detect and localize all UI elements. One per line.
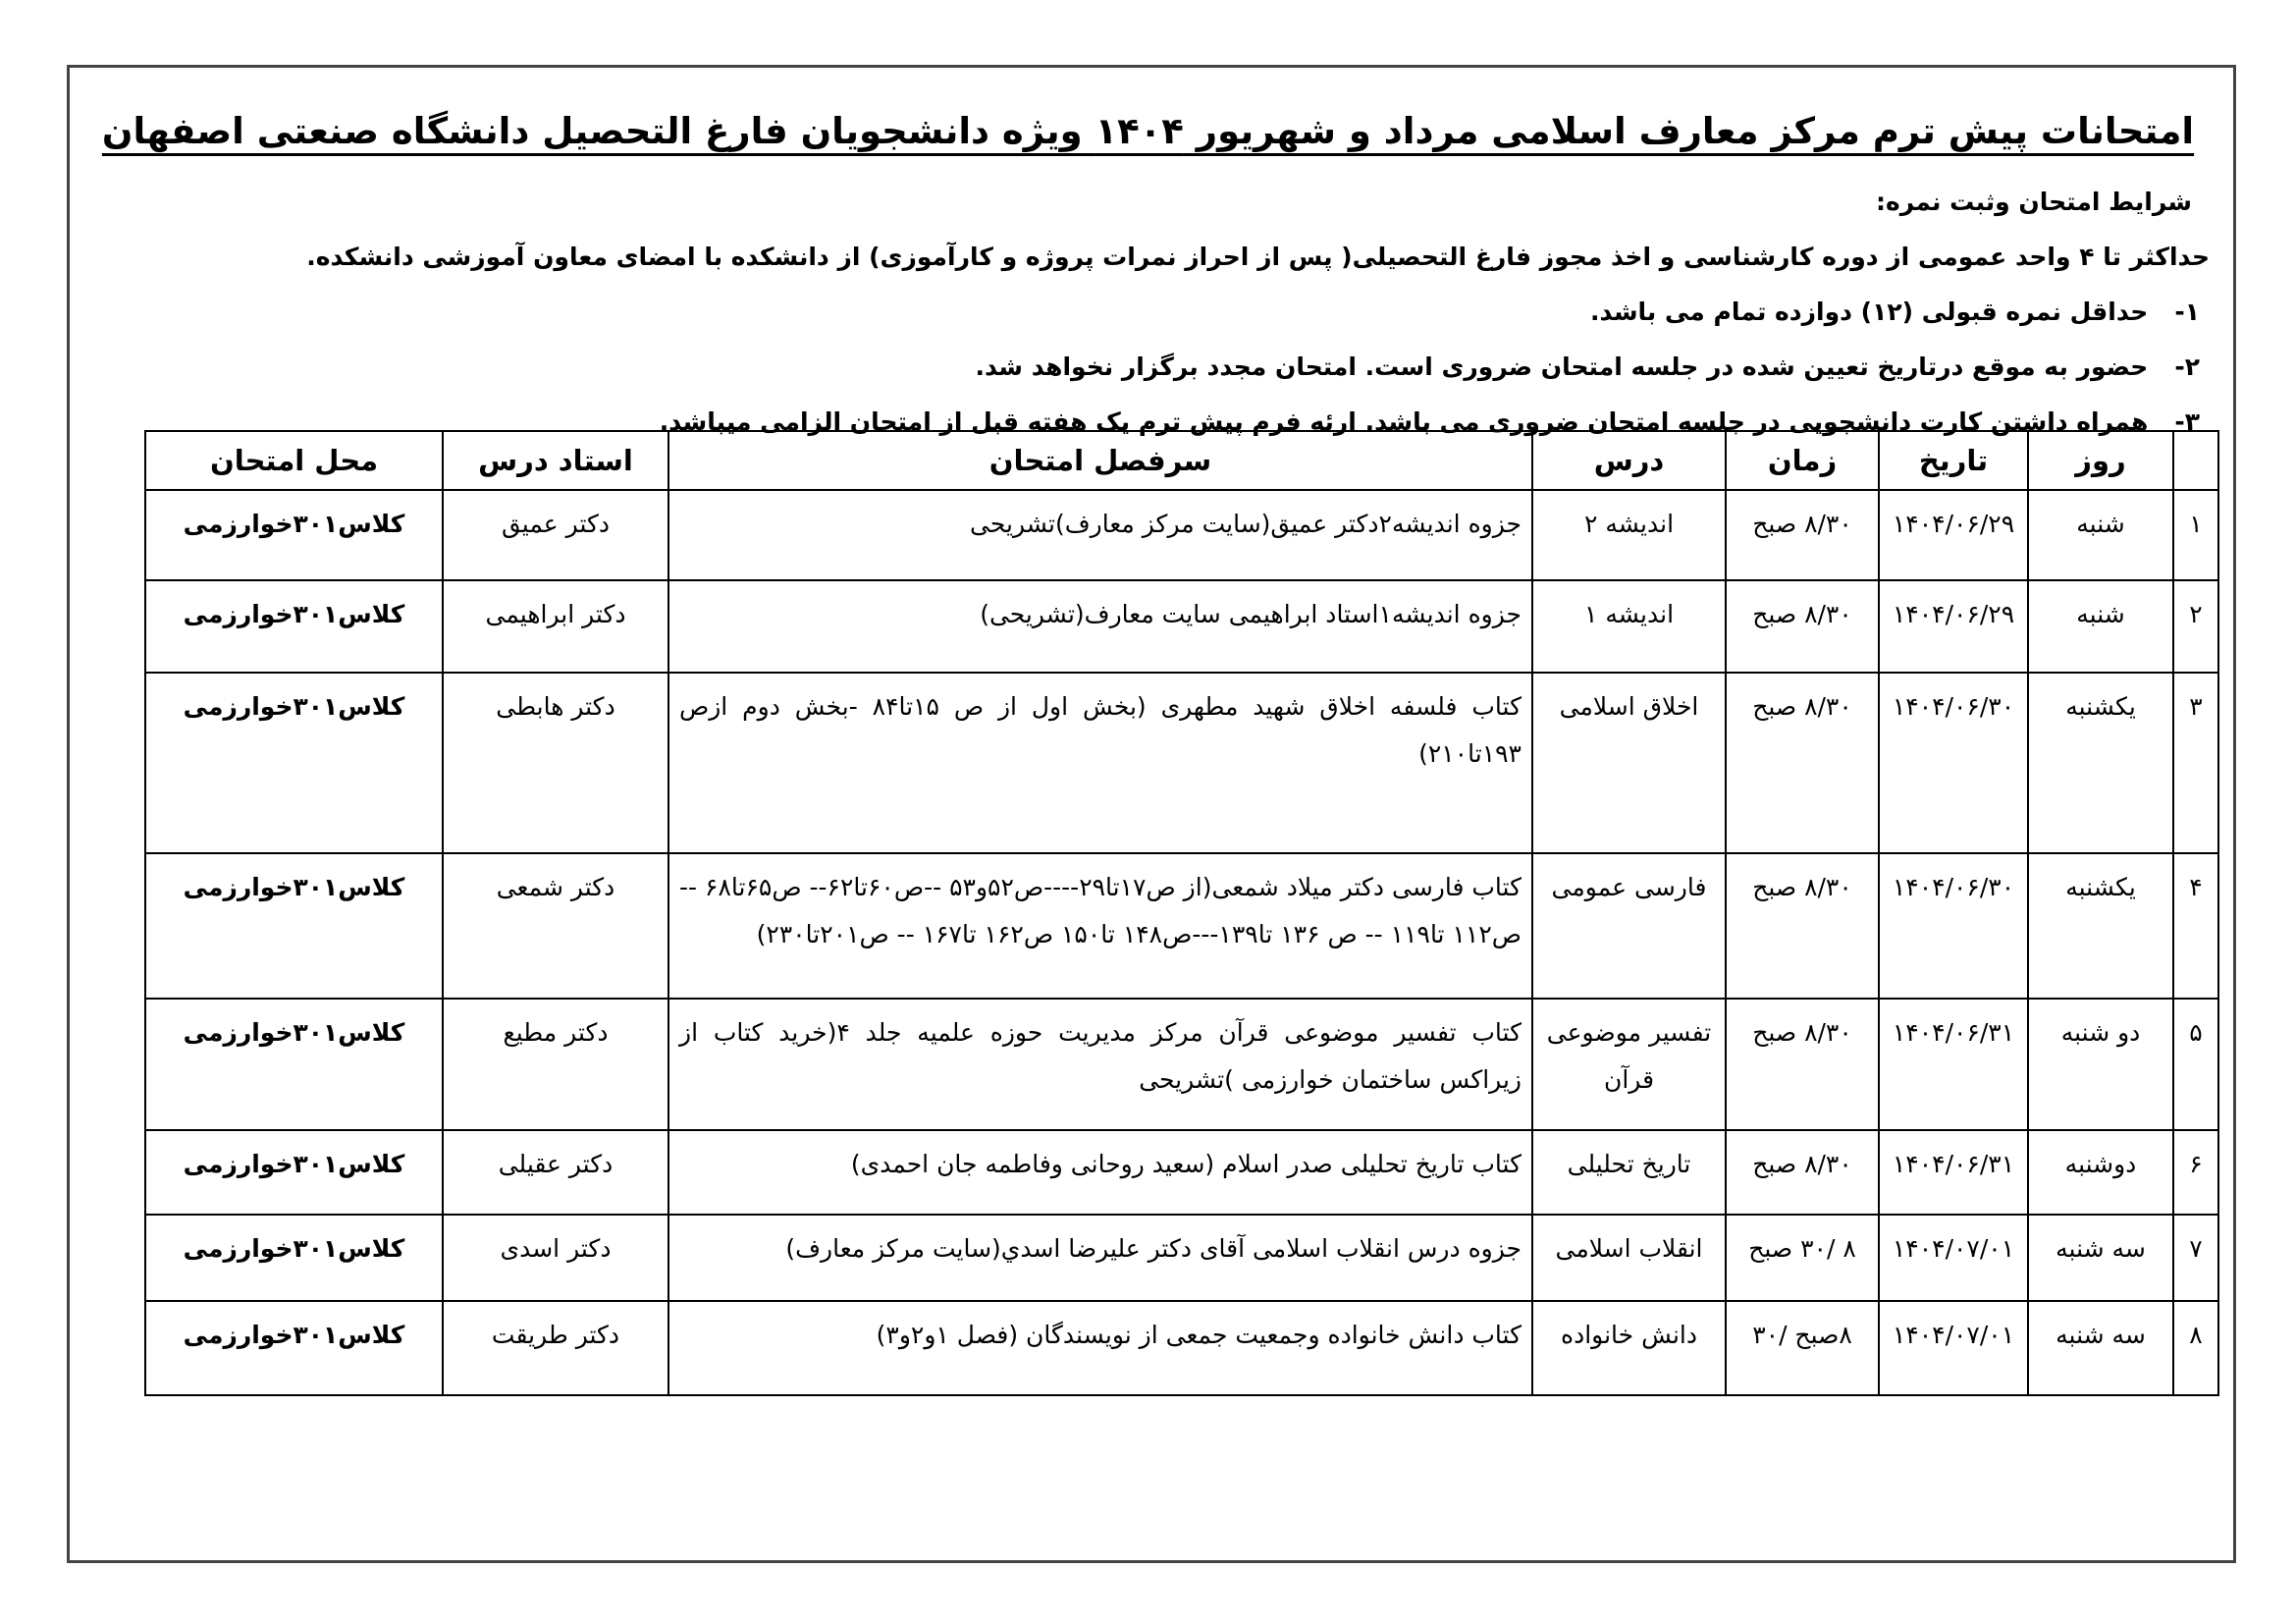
cell-course: اندیشه ۲ [1532,490,1726,580]
table-row [145,1301,2218,1395]
page-title [0,110,2296,152]
cell-date: ۱۴۰۴/۰۶/۲۹ [1879,490,2028,580]
cell-number: ۴ [2173,853,2218,999]
header-time: زمان [1726,431,1879,490]
table-row [145,673,2218,853]
cell-professor: دکتر طریقت [443,1301,668,1395]
cell-location: کلاس۳۰۱خوارزمی [145,999,443,1130]
cell-course: دانش خانواده [1532,1301,1726,1395]
header-location: محل امتحان [145,431,443,490]
cell-day: یکشنبه [2028,673,2173,853]
header-course: درس [1532,431,1726,490]
cell-number: ۱ [2173,490,2218,580]
condition-item [80,340,2210,395]
exam-schedule-table [144,430,2219,1396]
cell-syllabus: کتاب تفسیر موضوعی قرآن مرکز مدیریت حوزه علمیه جلد ۴(خرید کتاب از زیراکس ساختمان خوارزمی )تشریحی [668,999,1532,1130]
cell-time: ۸/۳۰ صبح [1726,853,1879,999]
cell-time: ۸صبح /۳۰ [1726,1301,1879,1395]
cell-course: تاریخ تحلیلی [1532,1130,1726,1215]
cell-number: ۲ [2173,580,2218,673]
condition-number: ۲- [2174,352,2200,381]
cell-date: ۱۴۰۴/۰۶/۳۱ [1879,1130,2028,1215]
cell-professor: دکتر مطیع [443,999,668,1130]
cell-number: ۷ [2173,1215,2218,1301]
header-number [2173,431,2218,490]
header-professor: استاد درس [443,431,668,490]
cell-day: یکشنبه [2028,853,2173,999]
cell-date: ۱۴۰۴/۰۶/۳۰ [1879,673,2028,853]
cell-location: کلاس۳۰۱خوارزمی [145,1130,443,1215]
cell-number: ۳ [2173,673,2218,853]
cell-professor: دکتر عقیلی [443,1130,668,1215]
cell-syllabus: جزوه درس انقلاب اسلامی آقای دکتر علیرضا اسدي(سایت مرکز معارف) [668,1215,1532,1301]
cell-time: ۸ /۳۰ صبح [1726,1215,1879,1301]
cell-time: ۸/۳۰ صبح [1726,580,1879,673]
conditions-intro: حداکثر تا ۴ واحد عمومی از دوره کارشناسی و اخذ مجوز فارغ التحصیلی( پس از احراز نمرات پروژه و کارآموزی) از دانشکده با امضای معاون آموزشی دانشکده. [306,243,2210,271]
cell-course: تفسیر موضوعی قرآن [1532,999,1726,1130]
cell-course: اخلاق اسلامی [1532,673,1726,853]
cell-time: ۸/۳۰ صبح [1726,999,1879,1130]
table-row [145,853,2218,999]
cell-syllabus: کتاب دانش خانواده وجمعیت جمعی از نویسندگان (فصل ۱و۲و۳) [668,1301,1532,1395]
cell-course: اندیشه ۱ [1532,580,1726,673]
cell-day: شنبه [2028,580,2173,673]
cell-number: ۸ [2173,1301,2218,1395]
condition-text: همراه داشتن کارت دانشجویی در جلسه امتحان ضروری می باشد. ارئه فرم پیش ترم یک هفته قبل از امتحان الزامی میباشد. [659,407,2149,436]
cell-professor: دکتر هابطی [443,673,668,853]
conditions-heading: شرایط امتحان وثبت نمره: [1875,188,2192,216]
cell-date: ۱۴۰۴/۰۶/۳۰ [1879,853,2028,999]
table-row [145,999,2218,1130]
cell-syllabus: جزوه اندیشه۱استاد ابراهیمی سایت معارف(تشریحی) [668,580,1532,673]
cell-course: فارسی عمومی [1532,853,1726,999]
cell-day: دو شنبه [2028,999,2173,1130]
cell-location: کلاس۳۰۱خوارزمی [145,1215,443,1301]
cell-day: سه شنبه [2028,1215,2173,1301]
table-header-row [145,431,2218,490]
cell-syllabus: کتاب فلسفه اخلاق شهید مطهری (بخش اول از ص ۱۵تا۸۴ -بخش دوم ازص ۱۹۳تا۲۱۰) [668,673,1532,853]
table-row [145,1130,2218,1215]
condition-text: حضور به موقع درتاریخ تعیین شده در جلسه امتحان ضروری است. امتحان مجدد برگزار نخواهد شد. [975,352,2149,381]
cell-location: کلاس۳۰۱خوارزمی [145,580,443,673]
cell-date: ۱۴۰۴/۰۶/۲۹ [1879,580,2028,673]
cell-professor: دکتر اسدی [443,1215,668,1301]
cell-location: کلاس۳۰۱خوارزمی [145,1301,443,1395]
cell-location: کلاس۳۰۱خوارزمی [145,853,443,999]
condition-number: ۳- [2174,407,2200,436]
cell-professor: دکتر شمعی [443,853,668,999]
condition-item [80,285,2210,340]
table-row [145,490,2218,580]
table-row [145,1215,2218,1301]
cell-date: ۱۴۰۴/۰۷/۰۱ [1879,1301,2028,1395]
cell-syllabus: کتاب فارسی دکتر میلاد شمعی(از ص۱۷تا۲۹----ص۵۲و۵۳ --ص۶۰تا۶۲-- ص۶۵تا۶۸ --ص۱۱۲ تا۱۱۹ -- ص ۱۳۶ تا۱۳۹---ص۱۴۸ تا۱۵۰ ص۱۶۲ تا۱۶۷ -- ص۲۰۱تا۲۳۰) [668,853,1532,999]
header-day: روز [2028,431,2173,490]
cell-date: ۱۴۰۴/۰۶/۳۱ [1879,999,2028,1130]
condition-number: ۱- [2174,298,2200,326]
cell-day: سه شنبه [2028,1301,2173,1395]
cell-number: ۵ [2173,999,2218,1130]
cell-professor: دکتر عمیق [443,490,668,580]
header-syllabus: سرفصل امتحان [668,431,1532,490]
cell-number: ۶ [2173,1130,2218,1215]
cell-course: انقلاب اسلامی [1532,1215,1726,1301]
table-row [145,580,2218,673]
cell-professor: دکتر ابراهیمی [443,580,668,673]
cell-syllabus: کتاب تاریخ تحلیلی صدر اسلام (سعید روحانی وفاطمه جان احمدی) [668,1130,1532,1215]
header-date: تاریخ [1879,431,2028,490]
cell-location: کلاس۳۰۱خوارزمی [145,490,443,580]
cell-day: شنبه [2028,490,2173,580]
cell-time: ۸/۳۰ صبح [1726,673,1879,853]
page-title-text: امتحانات پیش ترم مرکز معارف اسلامی مرداد و شهریور ۱۴۰۴ ویژه دانشجویان فارغ التحصیل دانشگاه صنعتی اصفهان [101,110,2195,152]
cell-time: ۸/۳۰ صبح [1726,490,1879,580]
cell-location: کلاس۳۰۱خوارزمی [145,673,443,853]
cell-day: دوشنبه [2028,1130,2173,1215]
cell-date: ۱۴۰۴/۰۷/۰۱ [1879,1215,2028,1301]
cell-syllabus: جزوه اندیشه۲دکتر عمیق(سایت مرکز معارف)تشریحی [668,490,1532,580]
cell-time: ۸/۳۰ صبح [1726,1130,1879,1215]
exam-conditions [80,175,2210,450]
condition-text: حداقل نمره قبولی (۱۲) دوازده تمام می باشد. [1590,298,2149,326]
